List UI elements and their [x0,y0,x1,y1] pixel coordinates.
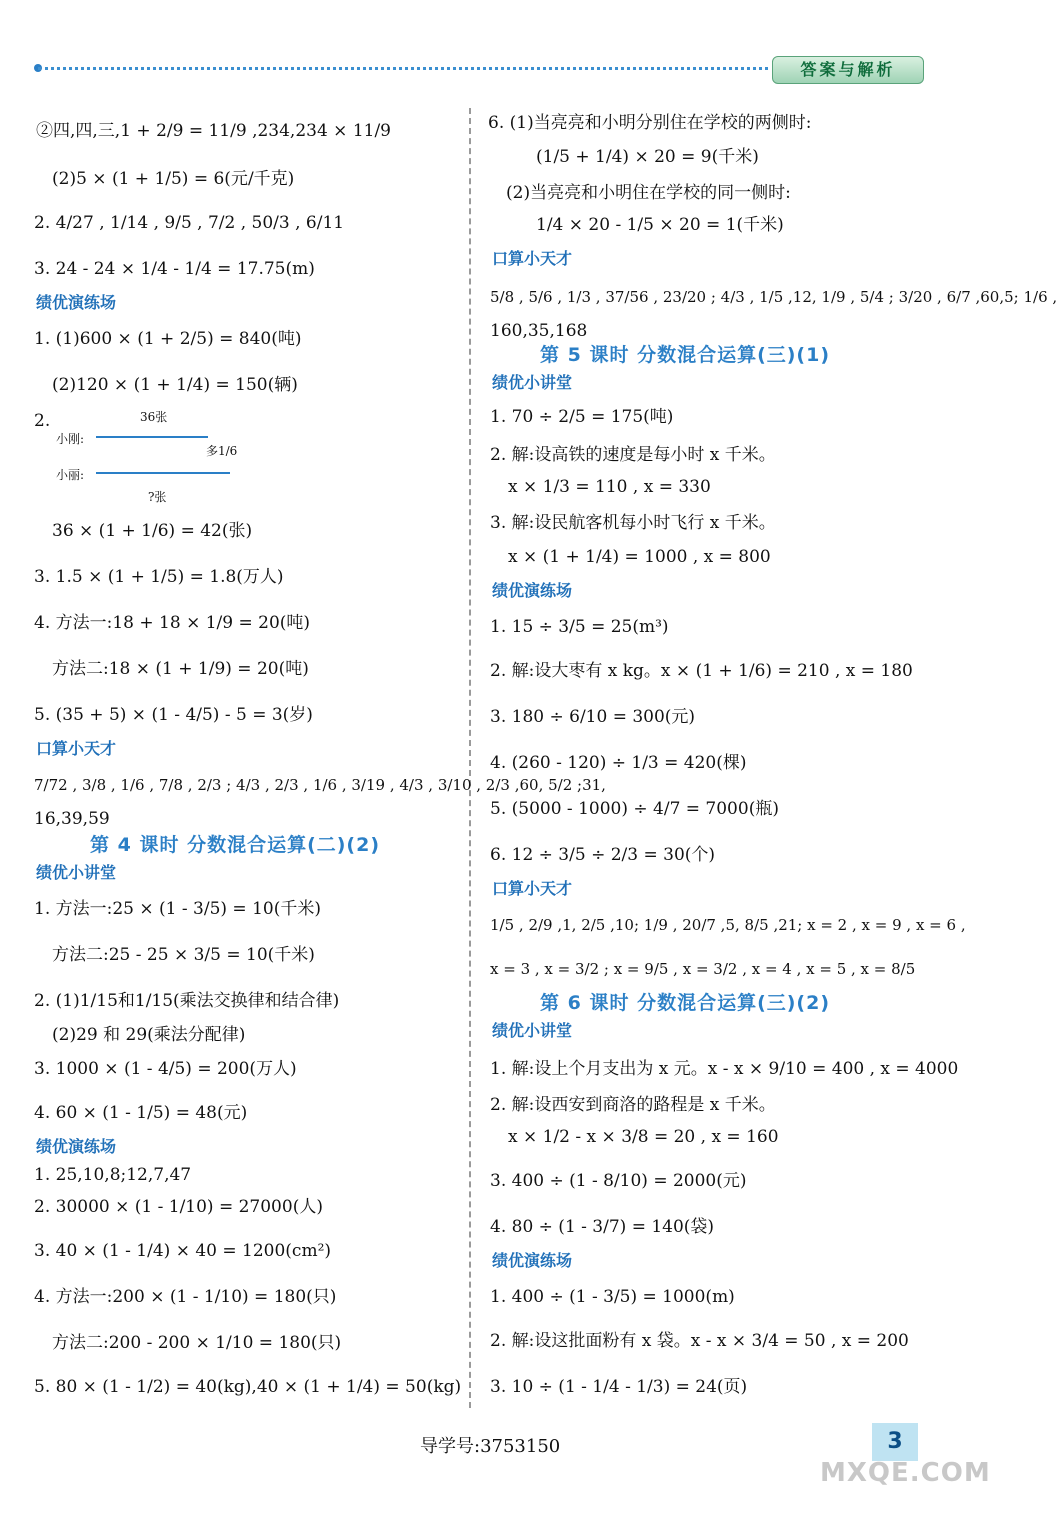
section-heading: 口算小天才 [36,739,117,758]
answer-line: 3. 400 ÷ (1 - 8/10) = 2000(元) [490,1171,747,1191]
section-tag: 答案与解析 [772,56,924,84]
answer-line: ②四,四,三,1 + 2/9 = 11/9 ,234,234 × 11/9 [36,121,391,141]
answer-line: (2)5 × (1 + 1/5) = 6(元/千克) [52,169,295,189]
answer-line: 6. (1)当亮亮和小明分别住在学校的两侧时: [488,113,812,133]
answer-line: 3. 1000 × (1 - 4/5) = 200(万人) [34,1059,297,1079]
section-heading: 绩优演练场 [492,1251,573,1270]
answer-line: 4. 80 ÷ (1 - 3/7) = 140(袋) [490,1217,715,1237]
answer-line: 3. 1.5 × (1 + 1/5) = 1.8(万人) [34,567,284,587]
segment-diagram [56,408,246,508]
answer-line: 5. (35 + 5) × (1 - 4/5) - 5 = 3(岁) [34,705,313,725]
lesson-title: 第 6 课时 分数混合运算(三)(2) [540,992,831,1014]
answer-line: 2. 解:设高铁的速度是每小时 x 千米。 [490,445,776,465]
answer-line: 7/72 , 3/8 , 1/6 , 7/8 , 2/3 ; 4/3 , 2/3 , 1/6 , 3/19 , 4/3 , 3/10 , 2/3 ,60, 5/2 ;31, [34,776,606,794]
answer-line: 3. 40 × (1 - 1/4) × 40 = 1200(cm²) [34,1241,332,1261]
diagram-more-label: 多1/6 [206,444,238,458]
answer-line: 3. 180 ÷ 6/10 = 300(元) [490,707,696,727]
section-heading: 口算小天才 [492,249,573,268]
answer-line: 2. 解:设西安到商洛的路程是 x 千米。 [490,1095,776,1115]
answer-line: 5. 80 × (1 - 1/2) = 40(kg),40 × (1 + 1/4) = 50(kg) [34,1377,462,1397]
answer-line: 3. 解:设民航客机每小时飞行 x 千米。 [490,513,776,533]
page-number: 3 [872,1423,918,1461]
watermark: MXQE.COM [820,1458,991,1488]
answer-line: 4. 60 × (1 - 1/5) = 48(元) [34,1103,248,1123]
answer-line: 5/8 , 5/6 , 1/3 , 37/56 , 23/20 ; 4/3 , 1/5 ,12, 1/9 , 5/4 ; 3/20 , 6/7 ,60,5; 1/6 , [490,288,1057,306]
answer-line: 1/4 × 20 - 1/5 × 20 = 1(千米) [536,215,784,235]
answer-line: 160,35,168 [490,321,588,341]
answer-line: 4. 方法一:200 × (1 - 1/10) = 180(只) [34,1287,337,1307]
answer-line: 36 × (1 + 1/6) = 42(张) [52,521,253,541]
answer-line: 2. [34,411,51,431]
column-divider [469,108,471,1408]
diagram-label-b: 小丽: [56,468,85,482]
answer-line: 2. 4/27 , 1/14 , 9/5 , 7/2 , 50/3 , 6/11 [34,213,345,233]
answer-line: 1. 400 ÷ (1 - 3/5) = 1000(m) [490,1287,735,1307]
answer-line: 1. 70 ÷ 2/5 = 175(吨) [490,407,674,427]
answer-line: x × 1/2 - x × 3/8 = 20 , x = 160 [508,1127,779,1147]
answer-line: 1. 15 ÷ 3/5 = 25(m³) [490,617,669,637]
answer-line: 2. 解:设大枣有 x kg。x × (1 + 1/6) = 210 , x = 180 [490,661,913,681]
answer-line: x = 3 , x = 3/2 ; x = 9/5 , x = 3/2 , x = 4 , x = 5 , x = 8/5 [490,960,916,978]
answer-line: 方法二:200 - 200 × 1/10 = 180(只) [52,1333,342,1353]
section-heading: 口算小天才 [492,879,573,898]
header-dotted-line [38,67,768,70]
section-heading: 绩优演练场 [36,1137,117,1156]
diagram-bar-a [96,436,208,438]
answer-line: 6. 12 ÷ 3/5 ÷ 2/3 = 30(个) [490,845,716,865]
section-heading: 绩优小讲堂 [36,863,117,882]
diagram-bar-b [96,472,230,474]
answer-line: 5. (5000 - 1000) ÷ 4/7 = 7000(瓶) [490,799,779,819]
answer-line: 1/5 , 2/9 ,1, 2/5 ,10; 1/9 , 20/7 ,5, 8/5 ,21; x = 2 , x = 9 , x = 6 , [490,916,966,934]
answer-line: 4. 方法一:18 + 18 × 1/9 = 20(吨) [34,613,311,633]
answer-line: 1. (1)600 × (1 + 2/5) = 840(吨) [34,329,302,349]
section-heading: 绩优小讲堂 [492,373,573,392]
guide-number: 导学号:3753150 [420,1436,561,1457]
answer-line: 3. 10 ÷ (1 - 1/4 - 1/3) = 24(页) [490,1377,748,1397]
answer-line: 2. 解:设这批面粉有 x 袋。x - x × 3/4 = 50 , x = 200 [490,1331,909,1351]
answer-line: x × 1/3 = 110 , x = 330 [508,477,711,497]
section-heading: 绩优小讲堂 [492,1021,573,1040]
lesson-title: 第 5 课时 分数混合运算(三)(1) [540,344,831,366]
diagram-top-label: 36张 [140,410,168,424]
answer-line: (2)29 和 29(乘法分配律) [52,1025,246,1045]
answer-line: x × (1 + 1/4) = 1000 , x = 800 [508,547,771,567]
answer-line: 16,39,59 [34,809,110,829]
answer-line: 方法二:18 × (1 + 1/9) = 20(吨) [52,659,309,679]
answer-line: 3. 24 - 24 × 1/4 - 1/4 = 17.75(m) [34,259,315,279]
answer-line: 1. 方法一:25 × (1 - 3/5) = 10(千米) [34,899,321,919]
answer-line: 4. (260 - 120) ÷ 1/3 = 420(棵) [490,753,747,773]
diagram-label-a: 小刚: [56,432,85,446]
answer-line: 1. 25,10,8;12,7,47 [34,1165,192,1185]
diagram-question-label: ?张 [148,490,167,504]
answer-line: 2. (1)1/15和1/15(乘法交换律和结合律) [34,991,340,1011]
lesson-title: 第 4 课时 分数混合运算(二)(2) [90,834,381,856]
answer-line: 1. 解:设上个月支出为 x 元。x - x × 9/10 = 400 , x = 4000 [490,1059,959,1079]
answer-line: 2. 30000 × (1 - 1/10) = 27000(人) [34,1197,323,1217]
answer-line: 方法二:25 - 25 × 3/5 = 10(千米) [52,945,315,965]
answer-line: (1/5 + 1/4) × 20 = 9(千米) [536,147,759,167]
answer-line: (2)120 × (1 + 1/4) = 150(辆) [52,375,298,395]
section-heading: 绩优演练场 [492,581,573,600]
section-heading: 绩优演练场 [36,293,117,312]
answer-line: (2)当亮亮和小明住在学校的同一侧时: [506,183,791,203]
